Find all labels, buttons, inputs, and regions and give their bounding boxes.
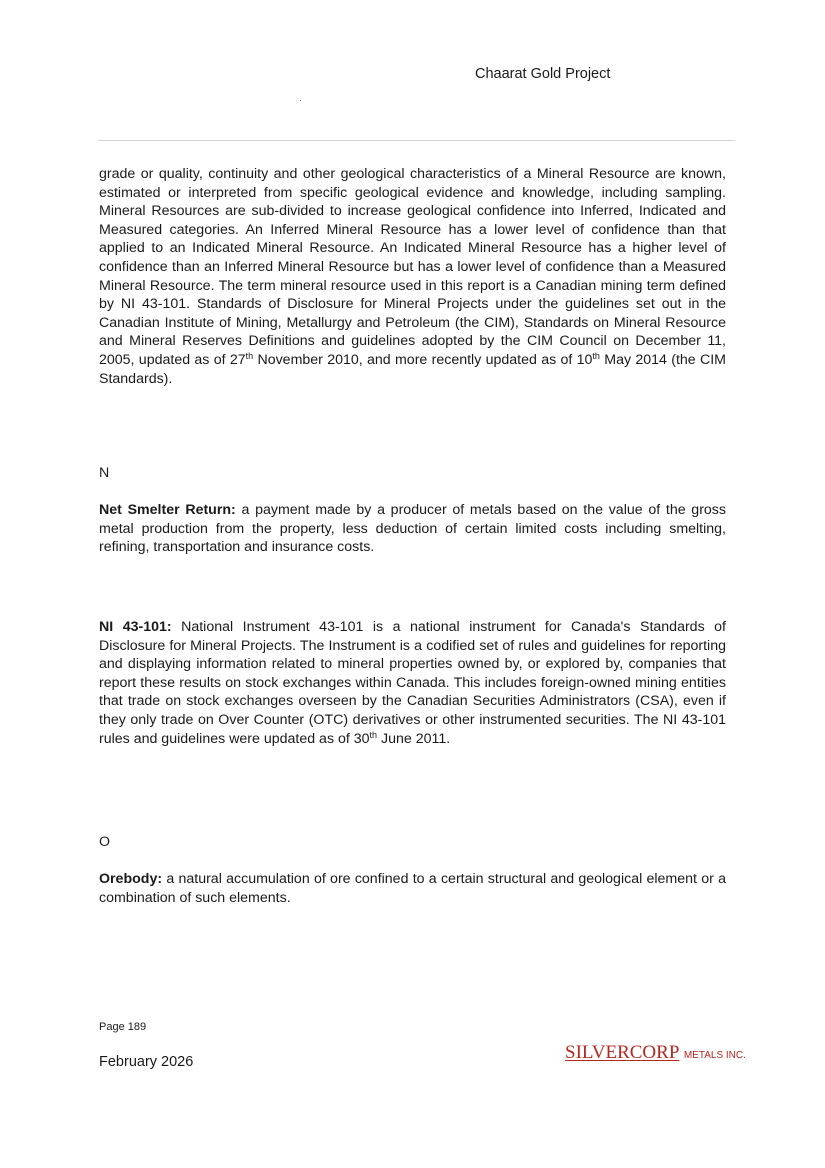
header-dot [300, 100, 301, 101]
header-title: Chaarat Gold Project [475, 66, 611, 82]
term-orebody: Orebody: [99, 871, 163, 887]
footer-date: February 2026 [99, 1054, 194, 1070]
logo-subtitle: METALS INC. [683, 1050, 746, 1061]
silvercorp-logo [565, 1042, 746, 1064]
ni-43-101-definition: NI 43-101: National Instrument 43-101 is a national instrument for Canada's Standards of Disclosure for Mineral Projects. The Instrument is a codified set of rules and guidelines for reporting and displaying information related to mineral properties owned by, or explored by, companies that report these results on stock exchanges within Canada. This includes foreign-owned mining entities that trade on stock exchanges overseen by the Canadian Securities Administrators (CSA), even if they only trade on Over Counter (OTC) derivatives or other instrumented securities. The NI 43-101 rules and guidelines were updated as of 30th June 2011. [99, 619, 726, 747]
section-letter-n: N [99, 465, 110, 481]
term-net-smelter-return: Net Smelter Return: [99, 502, 236, 518]
logo-wordmark: SILVERCORP [565, 1042, 680, 1063]
term-ni-43-101: NI 43-101: [99, 619, 172, 635]
net-smelter-return-definition: Net Smelter Return: a payment made by a producer of metals based on the value of the gross metal production from the property, less deduction of certain limited costs including smelting, refining, transportation and insurance costs. [99, 502, 726, 556]
orebody-definition: Orebody: a natural accumulation of ore confined to a certain structural and geological element or a combination of such elements. [99, 871, 726, 906]
header-divider [98, 140, 735, 141]
section-letter-o: O [99, 834, 111, 850]
page-number: Page 189 [99, 1021, 147, 1033]
mineral-resource-definition: grade or quality, continuity and other geological characteristics of a Mineral Resource are known, estimated or interpreted from specific geological evidence and knowledge, including sampling. Mineral Resources are sub-divided to increase geological confidence into Inferred, Indicated and Measured categories. An Inferred Mineral Resource has a lower level of confidence than that applied to an Indicated Mineral Resource. An Indicated Mineral Resource has a higher level of confidence than an Inferred Mineral Resource but has a lower level of confidence than a Measured Mineral Resource. The term mineral resource used in this report is a Canadian mining term defined by NI 43-101. Standards of Disclosure for Mineral Projects under the guidelines set out in the Canadian Institute of Mining, Metallurgy and Petroleum (the CIM), Standards on Mineral Resource and Mineral Reserves Definitions and guidelines adopted by the CIM Council on December 11, 2005, updated as of 27th November 2010, and more recently updated as of 10th May 2014 (the CIM Standards). [99, 166, 726, 387]
